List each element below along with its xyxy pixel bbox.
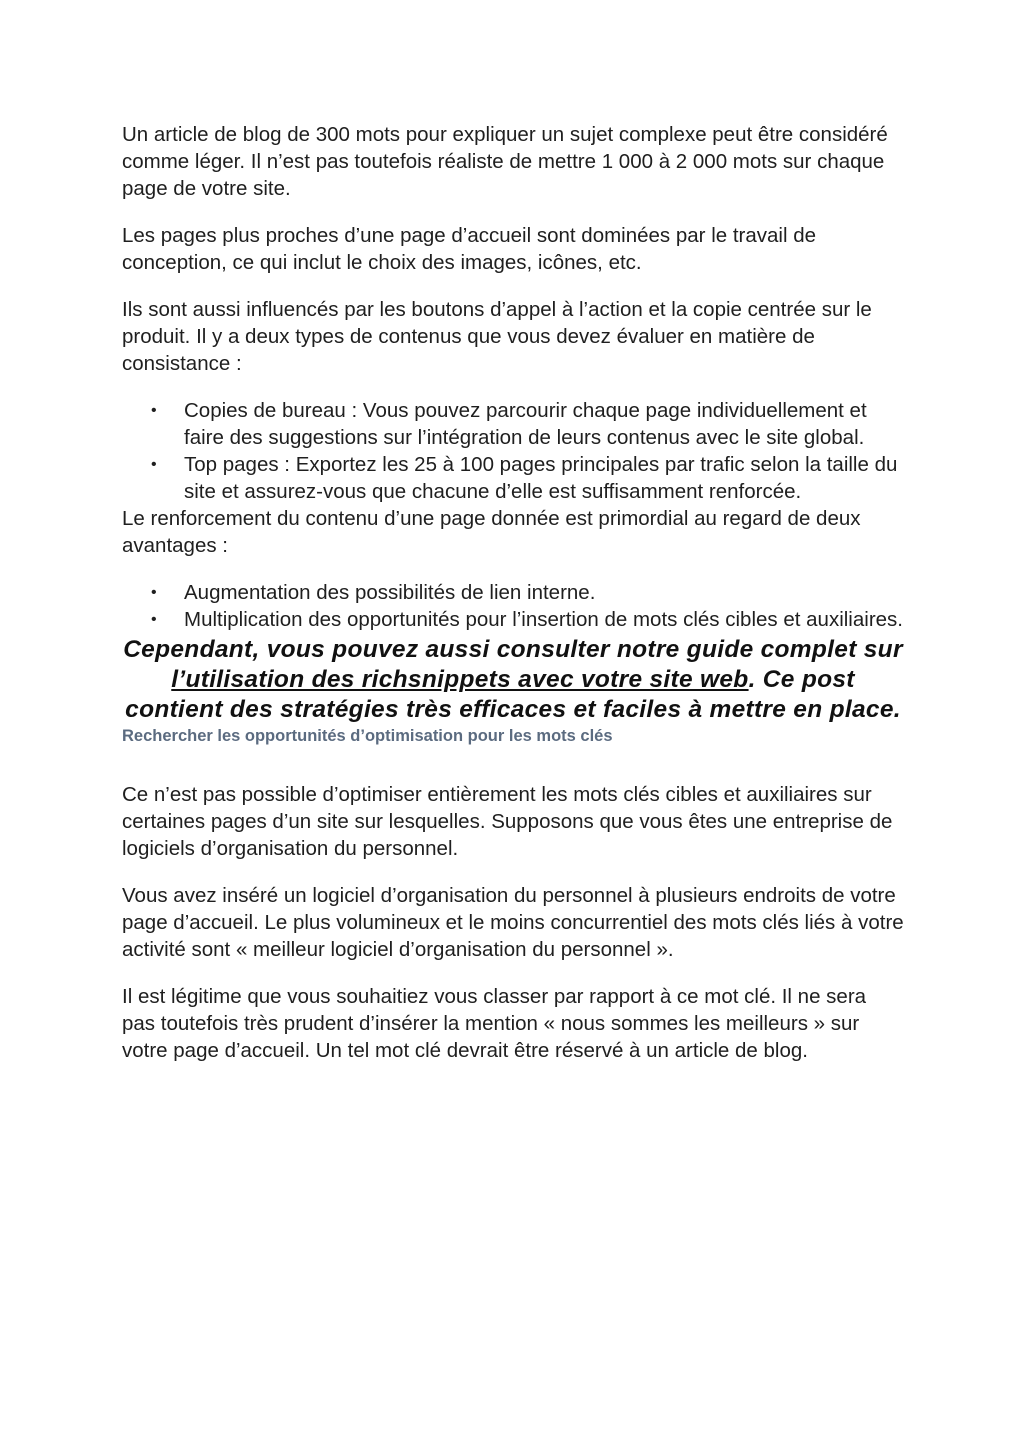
callout-guide (122, 635, 904, 725)
paragraph-content-types: Ils sont aussi influencés par les boutons d’appel à l’action et la copie centrée sur le produit. Il y a deux types de contenus que vous devez évaluer en matière de consistance : (122, 298, 872, 375)
richsnippets-guide-link[interactable]: l’utilisation des richsnippets avec votre site web (171, 666, 749, 693)
paragraph-ranking: Il est légitime que vous souhaitiez vous classer par rapport à ce mot clé. Il ne sera pas toutefois très prudent d’insérer la mention « nous sommes les meilleurs » sur votre page d’accueil. Un tel mot clé devrait être réservé à un article de blog. (122, 985, 867, 1062)
list-item-text: Top pages : Exportez les 25 à 100 pages principales par trafic selon la taille du site et assurez-vous que chacune d’elle est suffisamment renforcée. (184, 453, 898, 503)
bullet-icon: • (151, 584, 157, 601)
callout-text-after: . Ce post contient des stratégies très efficaces et faciles à mettre en place. (125, 666, 901, 723)
paragraph-advantages: Le renforcement du contenu d’une page donnée est primordial au regard de deux avantages : (122, 507, 861, 557)
list-item (122, 451, 904, 505)
advantages-list (122, 579, 904, 633)
list-item-text: Copies de bureau : Vous pouvez parcourir chaque page individuellement et faire des suggestions sur l’intégration de leurs contenus avec le site global. (184, 399, 867, 449)
bullet-icon: • (151, 402, 157, 419)
list-item (122, 579, 904, 606)
bullet-icon: • (151, 611, 157, 628)
list-item-text: Multiplication des opportunités pour l’insertion de mots clés cibles et auxiliaires. (184, 608, 903, 631)
callout-text-before: Cependant, vous pouvez aussi consulter notre guide complet sur (123, 636, 903, 663)
paragraph-homepage-design: Les pages plus proches d’une page d’accueil sont dominées par le travail de conception, ce qui inclut le choix des images, icônes, etc. (122, 224, 817, 274)
list-item (122, 606, 904, 633)
paragraph-intro: Un article de blog de 300 mots pour expliquer un sujet complexe peut être considéré comme léger. Il n’est pas toutefois réaliste de mettre 1 000 à 2 000 mots sur chaque page de votre site. (122, 123, 888, 200)
list-item (122, 397, 904, 451)
list-item-text: Augmentation des possibilités de lien interne. (184, 581, 596, 604)
paragraph-homepage-keyword: Vous avez inséré un logiciel d’organisation du personnel à plusieurs endroits de votre page d’accueil. Le plus volumineux et le moins concurrentiel des mots clés liés à votre activité sont « meilleur logiciel d’organisation du personnel ». (122, 884, 904, 961)
document-page (122, 121, 904, 1084)
paragraph-optimisation: Ce n’est pas possible d’optimiser entièrement les mots clés cibles et auxiliaires sur certaines pages d’un site sur lesquelles. Supposons que vous êtes une entreprise de logiciels d’organisation du personnel. (122, 783, 893, 860)
section-heading: Rechercher les opportunités d’optimisation pour les mots clés (122, 727, 613, 745)
content-types-list (122, 397, 904, 505)
bullet-icon: • (151, 456, 157, 473)
